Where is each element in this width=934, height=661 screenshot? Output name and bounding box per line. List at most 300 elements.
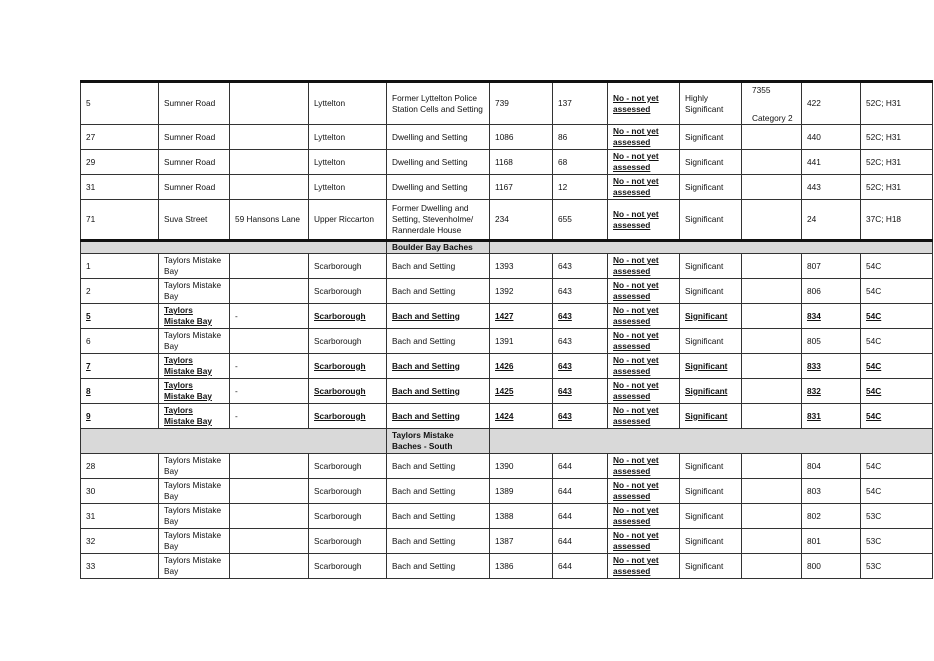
house-number: 31 <box>86 510 96 521</box>
house-number: 2 <box>86 285 91 296</box>
suburb: Upper Riccarton <box>314 214 374 225</box>
significance-cell <box>680 329 742 354</box>
assessment-status-cell <box>608 254 680 279</box>
heritage-item-id-cell <box>490 125 553 150</box>
group-header-row <box>81 429 933 454</box>
significance: Significant <box>685 285 724 296</box>
heritage-item-id-cell <box>490 254 553 279</box>
planning-map-cell <box>861 329 933 354</box>
item-description: Dwelling and Setting <box>392 131 468 142</box>
house-number: 7 <box>86 360 91 371</box>
item-description-cell <box>387 379 490 404</box>
alternate-address-cell <box>230 254 309 279</box>
planning-map: 52C; H31 <box>866 98 902 109</box>
assessment-status-cell <box>608 329 680 354</box>
street-name-cell <box>159 175 230 200</box>
heritage-item-id-cell <box>490 150 553 175</box>
heritage-item-id-cell <box>490 279 553 304</box>
table-row <box>81 529 933 554</box>
heritage-item-id-cell <box>490 200 553 241</box>
assessment-status: No - not yet assessed <box>613 530 659 551</box>
significance-cell <box>680 479 742 504</box>
heritage-map-number: 137 <box>558 98 572 109</box>
suburb-cell <box>309 175 387 200</box>
district-plan-ref-cell <box>802 279 861 304</box>
item-description-cell <box>387 404 490 429</box>
street-name: Taylors Mistake Bay <box>164 330 222 351</box>
house-number-cell <box>81 150 159 175</box>
district-plan-ref: 832 <box>807 385 821 396</box>
assessment-status: No - not yet assessed <box>613 255 659 276</box>
significance: Significant <box>685 485 724 496</box>
heritage-map-number-cell <box>553 329 608 354</box>
street-name: Sumner Road <box>164 98 216 109</box>
alternate-address-cell <box>230 404 309 429</box>
street-name-cell <box>159 404 230 429</box>
suburb: Scarborough <box>314 535 362 546</box>
alternate-address-cell <box>230 504 309 529</box>
street-name-cell <box>159 354 230 379</box>
planning-map-cell <box>861 125 933 150</box>
heritage-item-id: 234 <box>495 214 509 225</box>
heritage-item-id: 1391 <box>495 335 514 346</box>
significance: Significant <box>685 310 728 321</box>
street-name: Taylors Mistake Bay <box>164 530 222 551</box>
planning-map-cell <box>861 354 933 379</box>
street-name: Taylors Mistake Bay <box>164 480 222 501</box>
alternate-address: - <box>235 410 238 421</box>
significance: Significant <box>685 181 724 192</box>
planning-map: 53C <box>866 560 882 571</box>
house-number: 32 <box>86 535 96 546</box>
hnz-listing-cell <box>742 379 802 404</box>
street-name-cell <box>159 504 230 529</box>
assessment-status: No - not yet assessed <box>613 330 659 351</box>
suburb: Scarborough <box>314 560 362 571</box>
hnz-listing-cell <box>742 554 802 579</box>
street-name-cell <box>159 529 230 554</box>
house-number-cell <box>81 200 159 241</box>
street-name-cell <box>159 125 230 150</box>
table-row <box>81 200 933 241</box>
table-row <box>81 125 933 150</box>
assessment-status: No - not yet assessed <box>613 455 659 476</box>
alternate-address-cell <box>230 329 309 354</box>
table-row <box>81 554 933 579</box>
planning-map: 52C; H31 <box>866 181 902 192</box>
item-description: Bach and Setting <box>392 385 460 396</box>
district-plan-ref-cell <box>802 354 861 379</box>
planning-map-cell <box>861 254 933 279</box>
assessment-status-cell <box>608 404 680 429</box>
heritage-map-number: 86 <box>558 131 568 142</box>
item-description-cell <box>387 354 490 379</box>
suburb: Scarborough <box>314 460 362 471</box>
item-description-cell <box>387 82 490 125</box>
assessment-status-cell <box>608 150 680 175</box>
district-plan-ref: 802 <box>807 510 821 521</box>
group-header-row <box>81 241 933 254</box>
assessment-status: No - not yet assessed <box>613 480 659 501</box>
street-name: Taylors Mistake Bay <box>164 255 222 276</box>
suburb-cell <box>309 404 387 429</box>
significance-cell <box>680 200 742 241</box>
alternate-address-cell <box>230 354 309 379</box>
heritage-item-id: 1390 <box>495 460 514 471</box>
suburb: Scarborough <box>314 310 366 321</box>
table-row <box>81 454 933 479</box>
significance-cell <box>680 125 742 150</box>
significance-cell <box>680 454 742 479</box>
table-row <box>81 150 933 175</box>
street-name: Taylors Mistake Bay <box>164 355 212 376</box>
house-number-cell <box>81 379 159 404</box>
significance: Significant <box>685 535 724 546</box>
item-description: Dwelling and Setting <box>392 156 468 167</box>
district-plan-ref-cell <box>802 554 861 579</box>
planning-map: 54C <box>866 385 882 396</box>
suburb: Lyttelton <box>314 156 346 167</box>
street-name: Taylors Mistake Bay <box>164 380 212 401</box>
street-name: Sumner Road <box>164 156 216 167</box>
alternate-address-cell <box>230 529 309 554</box>
street-name-cell <box>159 82 230 125</box>
alternate-address-cell <box>230 175 309 200</box>
significance-cell <box>680 150 742 175</box>
item-description: Bach and Setting <box>392 335 456 346</box>
significance-cell <box>680 254 742 279</box>
suburb-cell <box>309 504 387 529</box>
suburb: Scarborough <box>314 335 362 346</box>
assessment-status-cell <box>608 304 680 329</box>
item-description: Bach and Setting <box>392 310 460 321</box>
planning-map: 53C <box>866 535 882 546</box>
item-description-cell <box>387 529 490 554</box>
significance-cell <box>680 175 742 200</box>
heritage-map-number: 68 <box>558 156 568 167</box>
planning-map-cell <box>861 504 933 529</box>
table-row <box>81 304 933 329</box>
planning-map-cell <box>861 150 933 175</box>
heritage-map-number: 644 <box>558 560 572 571</box>
district-plan-ref: 831 <box>807 410 821 421</box>
significance: Significant <box>685 214 724 225</box>
significance: Significant <box>685 360 728 371</box>
street-name-cell <box>159 200 230 241</box>
significance: Significant <box>685 510 724 521</box>
planning-map-cell <box>861 175 933 200</box>
heritage-map-number: 12 <box>558 181 568 192</box>
assessment-status: No - not yet assessed <box>613 280 659 301</box>
heritage-item-id: 1427 <box>495 310 514 321</box>
planning-map: 37C; H18 <box>866 214 902 225</box>
house-number-cell <box>81 354 159 379</box>
street-name-cell <box>159 379 230 404</box>
planning-map: 54C <box>866 285 882 296</box>
planning-map: 54C <box>866 260 882 271</box>
house-number: 9 <box>86 410 91 421</box>
heritage-item-id: 1168 <box>495 156 513 167</box>
item-description-cell <box>387 279 490 304</box>
street-name: Taylors Mistake Bay <box>164 555 222 576</box>
significance-cell <box>680 554 742 579</box>
heritage-item-id: 1387 <box>495 535 514 546</box>
heritage-map-number: 655 <box>558 214 572 225</box>
house-number: 28 <box>86 460 96 471</box>
heritage-schedule-table <box>80 80 933 579</box>
house-number: 33 <box>86 560 96 571</box>
table-row <box>81 279 933 304</box>
suburb-cell <box>309 529 387 554</box>
hnz-listing-cell <box>742 175 802 200</box>
alternate-address-cell <box>230 379 309 404</box>
assessment-status-cell <box>608 82 680 125</box>
heritage-map-number-cell <box>553 82 608 125</box>
table-body <box>81 82 933 579</box>
district-plan-ref-cell <box>802 504 861 529</box>
alternate-address: - <box>235 385 238 396</box>
heritage-item-id: 1392 <box>495 285 514 296</box>
district-plan-ref: 805 <box>807 335 821 346</box>
street-name-cell <box>159 254 230 279</box>
table-row <box>81 175 933 200</box>
item-description-cell <box>387 304 490 329</box>
hnz-listing-cell <box>742 479 802 504</box>
suburb: Scarborough <box>314 385 366 396</box>
planning-map-cell <box>861 379 933 404</box>
significance-cell <box>680 279 742 304</box>
suburb-cell <box>309 379 387 404</box>
assessment-status-cell <box>608 125 680 150</box>
assessment-status: No - not yet assessed <box>613 555 659 576</box>
suburb-cell <box>309 329 387 354</box>
heritage-map-number: 644 <box>558 535 572 546</box>
street-name: Sumner Road <box>164 131 216 142</box>
heritage-map-number: 643 <box>558 410 572 421</box>
hnz-listing-cell <box>742 82 802 125</box>
heritage-map-number-cell <box>553 479 608 504</box>
street-name: Taylors Mistake Bay <box>164 305 212 326</box>
suburb-cell <box>309 479 387 504</box>
planning-map-cell <box>861 404 933 429</box>
heritage-map-number: 644 <box>558 485 572 496</box>
significance: Significant <box>685 131 724 142</box>
house-number-cell <box>81 125 159 150</box>
significance: Significant <box>685 260 724 271</box>
house-number: 6 <box>86 335 91 346</box>
assessment-status: No - not yet assessed <box>613 355 659 376</box>
assessment-status: No - not yet assessed <box>613 380 659 401</box>
planning-map: 52C; H31 <box>866 131 902 142</box>
street-name-cell <box>159 150 230 175</box>
item-description: Bach and Setting <box>392 485 456 496</box>
street-name: Suva Street <box>164 214 208 225</box>
suburb-cell <box>309 254 387 279</box>
item-description: Bach and Setting <box>392 360 460 371</box>
item-description: Bach and Setting <box>392 285 456 296</box>
item-description: Bach and Setting <box>392 260 456 271</box>
planning-map: 53C <box>866 510 882 521</box>
heritage-map-number-cell <box>553 150 608 175</box>
assessment-status-cell <box>608 554 680 579</box>
hnz-listing-cell <box>742 279 802 304</box>
item-description: Bach and Setting <box>392 535 456 546</box>
alternate-address-cell <box>230 279 309 304</box>
group-title: Taylors Mistake Baches - South <box>387 429 490 454</box>
house-number-cell <box>81 479 159 504</box>
heritage-map-number-cell <box>553 529 608 554</box>
item-description: Dwelling and Setting <box>392 181 468 192</box>
district-plan-ref-cell <box>802 479 861 504</box>
assessment-status-cell <box>608 175 680 200</box>
district-plan-ref: 440 <box>807 131 821 142</box>
suburb-cell <box>309 454 387 479</box>
planning-map: 52C; H31 <box>866 156 902 167</box>
assessment-status: No - not yet assessed <box>613 405 659 426</box>
assessment-status-cell <box>608 479 680 504</box>
heritage-map-number-cell <box>553 175 608 200</box>
significance-cell <box>680 529 742 554</box>
significance: Significant <box>685 335 724 346</box>
item-description: Bach and Setting <box>392 560 456 571</box>
item-description: Bach and Setting <box>392 410 460 421</box>
item-description-cell <box>387 125 490 150</box>
house-number: 1 <box>86 260 91 271</box>
heritage-item-id: 739 <box>495 98 509 109</box>
suburb: Scarborough <box>314 260 362 271</box>
heritage-item-id-cell <box>490 354 553 379</box>
group-spacer <box>81 241 387 254</box>
alternate-address-cell <box>230 125 309 150</box>
house-number: 5 <box>86 310 91 321</box>
street-name-cell <box>159 454 230 479</box>
heritage-map-number-cell <box>553 354 608 379</box>
district-plan-ref: 24 <box>807 214 817 225</box>
assessment-status: No - not yet assessed <box>613 305 659 326</box>
house-number-cell <box>81 404 159 429</box>
heritage-item-id: 1386 <box>495 560 514 571</box>
significance-cell <box>680 304 742 329</box>
suburb-cell <box>309 125 387 150</box>
heritage-item-id-cell <box>490 554 553 579</box>
heritage-map-number: 643 <box>558 285 572 296</box>
heritage-item-id-cell <box>490 175 553 200</box>
heritage-item-id: 1388 <box>495 510 514 521</box>
house-number-cell <box>81 175 159 200</box>
planning-map: 54C <box>866 360 882 371</box>
district-plan-ref-cell <box>802 82 861 125</box>
house-number-cell <box>81 454 159 479</box>
assessment-status-cell <box>608 379 680 404</box>
hnz-listing-cell <box>742 504 802 529</box>
significance-cell <box>680 404 742 429</box>
planning-map-cell <box>861 529 933 554</box>
street-name: Taylors Mistake Bay <box>164 455 222 476</box>
heritage-map-number: 643 <box>558 335 572 346</box>
planning-map-cell <box>861 82 933 125</box>
hnz-listing-cell <box>742 404 802 429</box>
district-plan-ref-cell <box>802 454 861 479</box>
suburb: Scarborough <box>314 485 362 496</box>
planning-map: 54C <box>866 460 882 471</box>
hnz-listing-cell <box>742 125 802 150</box>
house-number-cell <box>81 529 159 554</box>
group-title: Boulder Bay Baches <box>387 241 490 254</box>
alternate-address-cell <box>230 479 309 504</box>
street-name-cell <box>159 554 230 579</box>
table-row <box>81 329 933 354</box>
district-plan-ref: 803 <box>807 485 821 496</box>
district-plan-ref-cell <box>802 529 861 554</box>
planning-map: 54C <box>866 310 882 321</box>
alternate-address: - <box>235 360 238 371</box>
house-number-cell <box>81 304 159 329</box>
heritage-map-number-cell <box>553 404 608 429</box>
group-spacer <box>490 241 933 254</box>
house-number: 27 <box>86 131 96 142</box>
planning-map-cell <box>861 479 933 504</box>
assessment-status: No - not yet assessed <box>613 208 659 230</box>
item-description-cell <box>387 200 490 241</box>
planning-map-cell <box>861 304 933 329</box>
assessment-status: No - not yet assessed <box>613 151 659 172</box>
district-plan-ref-cell <box>802 379 861 404</box>
significance: Highly Significant <box>685 92 724 114</box>
suburb-cell <box>309 150 387 175</box>
alternate-address: - <box>235 310 238 321</box>
planning-map: 54C <box>866 335 882 346</box>
suburb: Scarborough <box>314 360 366 371</box>
heritage-item-id-cell <box>490 304 553 329</box>
item-description-cell <box>387 254 490 279</box>
hnz-category: Category 2 <box>752 113 793 124</box>
assessment-status: No - not yet assessed <box>613 176 659 197</box>
house-number: 29 <box>86 156 96 167</box>
hnz-listing-cell <box>742 454 802 479</box>
district-plan-ref-cell <box>802 254 861 279</box>
district-plan-ref: 422 <box>807 98 821 109</box>
street-name: Taylors Mistake Bay <box>164 405 212 426</box>
heritage-item-id-cell <box>490 404 553 429</box>
table-row <box>81 479 933 504</box>
house-number-cell <box>81 254 159 279</box>
hnz-listing-cell <box>742 150 802 175</box>
planning-map-cell <box>861 554 933 579</box>
street-name: Taylors Mistake Bay <box>164 280 222 301</box>
suburb-cell <box>309 354 387 379</box>
heritage-map-number: 644 <box>558 460 572 471</box>
heritage-map-number-cell <box>553 254 608 279</box>
assessment-status-cell <box>608 529 680 554</box>
district-plan-ref-cell <box>802 150 861 175</box>
hnz-listing-cell <box>742 254 802 279</box>
suburb: Scarborough <box>314 510 362 521</box>
heritage-map-number: 644 <box>558 510 572 521</box>
alternate-address-cell <box>230 150 309 175</box>
heritage-map-number-cell <box>553 200 608 241</box>
heritage-map-number-cell <box>553 554 608 579</box>
item-description-cell <box>387 504 490 529</box>
item-description-cell <box>387 454 490 479</box>
district-plan-ref: 443 <box>807 181 821 192</box>
heritage-item-id-cell <box>490 529 553 554</box>
heritage-item-id: 1167 <box>495 181 513 192</box>
heritage-item-id-cell <box>490 329 553 354</box>
heritage-map-number: 643 <box>558 260 572 271</box>
hnz-listing-cell <box>742 304 802 329</box>
planning-map-cell <box>861 454 933 479</box>
item-description: Former Lyttelton Police Station Cells and Setting <box>392 92 483 114</box>
